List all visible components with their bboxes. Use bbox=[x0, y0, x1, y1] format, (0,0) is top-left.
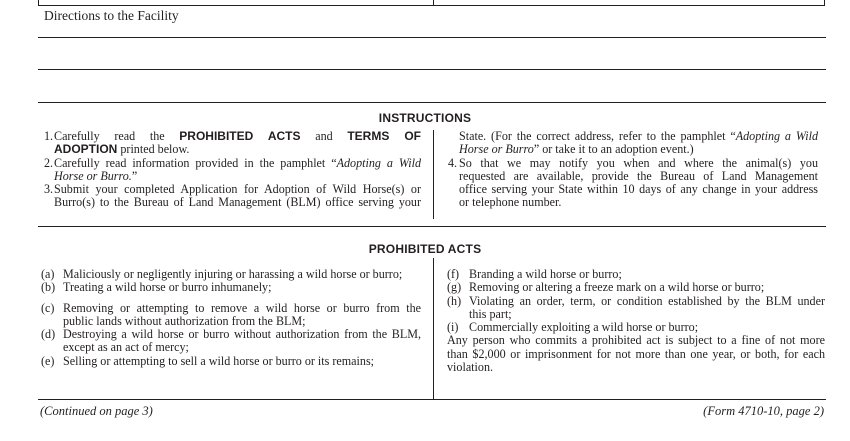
prohibited-left-column: (a) Maliciously or negligently injuring or harassing a wild horse or burro; (b) Treating a wild horse or burro inhumanely; (c) Removing or attempting to remove a wild horse or burro from the public lands without authorization from the BLM; (d) Destroying a wild horse or burro without authorization from the BLM, except as an act of mercy; (e) Selling or attempting to sell a wild horse or burro or its remains; bbox=[41, 267, 421, 368]
continued-note: (Continued on page 3) bbox=[40, 404, 153, 418]
instructions-column-divider bbox=[433, 130, 434, 219]
form-page-label: (Form 4710-10, page 2) bbox=[703, 404, 824, 418]
prohibited-item-e: (e) Selling or attempting to sell a wild horse or burro or its remains; bbox=[41, 353, 375, 368]
instruction-4: 4. So that we may notify you when and where the animal(s) you bbox=[448, 155, 818, 170]
directions-line-3[interactable] bbox=[38, 102, 826, 103]
pamphlet-title-part-1: Adopting a Wild bbox=[336, 155, 422, 170]
top-box-right-border bbox=[824, 0, 825, 6]
instruction-3-continued-line-1: State. (For the correct address, refer to the pamphlet “Adopting a Wild bbox=[459, 129, 819, 143]
prohibited-acts-heading: PROHIBITED ACTS bbox=[368, 242, 482, 256]
prohibited-item-a: (a) Maliciously or negligently injuring or harassing a wild horse or burro; bbox=[41, 267, 403, 281]
top-box-left-border bbox=[38, 0, 39, 6]
prohibited-item-h: (h) Violating an order, term, or condition established by the BLM under bbox=[447, 293, 825, 308]
prohibited-item-g: (g) Removing or altering a freeze mark on a wild horse or burro; bbox=[447, 280, 765, 295]
instructions-heading: INSTRUCTIONS bbox=[378, 111, 472, 125]
pamphlet-title-part-2: Horse or Burro. bbox=[54, 168, 132, 183]
directions-label: Directions to the Facility bbox=[44, 8, 179, 23]
instructions-right-column: State. (For the correct address, refer to the pamphlet “Adopting a Wild Horse or Burro” or take it to an adoption event.) 4. So that we may notify you when and where the animal(s) you requested are available, provide the Bureau of Land Management office serving your State within 10 days of any change in your address or telephone number. bbox=[448, 129, 819, 210]
directions-line-2[interactable] bbox=[38, 69, 826, 70]
directions-line-1[interactable] bbox=[38, 37, 826, 38]
instructions-left-lines: 1. Carefully read the PROHIBITED ACTS and TERMS OF ADOPTION printed below. 2. Carefully read information provided in the pamphlet “Adopting a Wild Horse or Burro.” 3. Submit your completed Application for Adoption of Wild Horse(s) or Burro(s) to the Bureau of Land Management (BLM) office serving your bbox=[44, 129, 422, 210]
prohibited-column-divider bbox=[433, 258, 434, 400]
instructions-bottom-border bbox=[38, 226, 826, 227]
prohibited-item-d: (d) Destroying a wild horse or burro without authorization from the BLM, bbox=[41, 327, 421, 342]
prohibited-item-f: (f) Branding a wild horse or burro; bbox=[447, 267, 622, 281]
prohibited-right-column: (f) Branding a wild horse or burro; (g) Removing or altering a freeze mark on a wild horse or burro; (h) Violating an order, term, or condition established by the BLM under this part; (i) Commercially exploiting a wild horse or burro; Any person who commits a prohibited act is subject to a fine of not more than $2,000 or imprisonment for not more than one year, or both, for each violation. bbox=[447, 267, 825, 375]
prohibited-item-b: (b) Treating a wild horse or burro inhumanely; bbox=[41, 280, 272, 295]
prohibited-item-c: (c) Removing or attempting to remove a wild horse or burro from the bbox=[41, 300, 421, 315]
adoption-label: ADOPTION bbox=[54, 142, 118, 157]
penalty-statement: Any person who commits a prohibited act is subject to a fine of not more than $2,000 or imprisonment for not more than one year, or both, for each violation. bbox=[447, 333, 825, 375]
top-box-divider bbox=[433, 0, 434, 6]
prohibited-bottom-border bbox=[38, 399, 826, 400]
prohibited-item-i: (i) Commercially exploiting a wild horse or burro; bbox=[447, 320, 699, 335]
top-box-bottom-border bbox=[38, 5, 824, 6]
instruction-3-continued-line-2: Horse or Burro” or take it to an adoption event.) bbox=[459, 142, 694, 157]
terms-of-label: TERMS OF bbox=[347, 129, 421, 143]
